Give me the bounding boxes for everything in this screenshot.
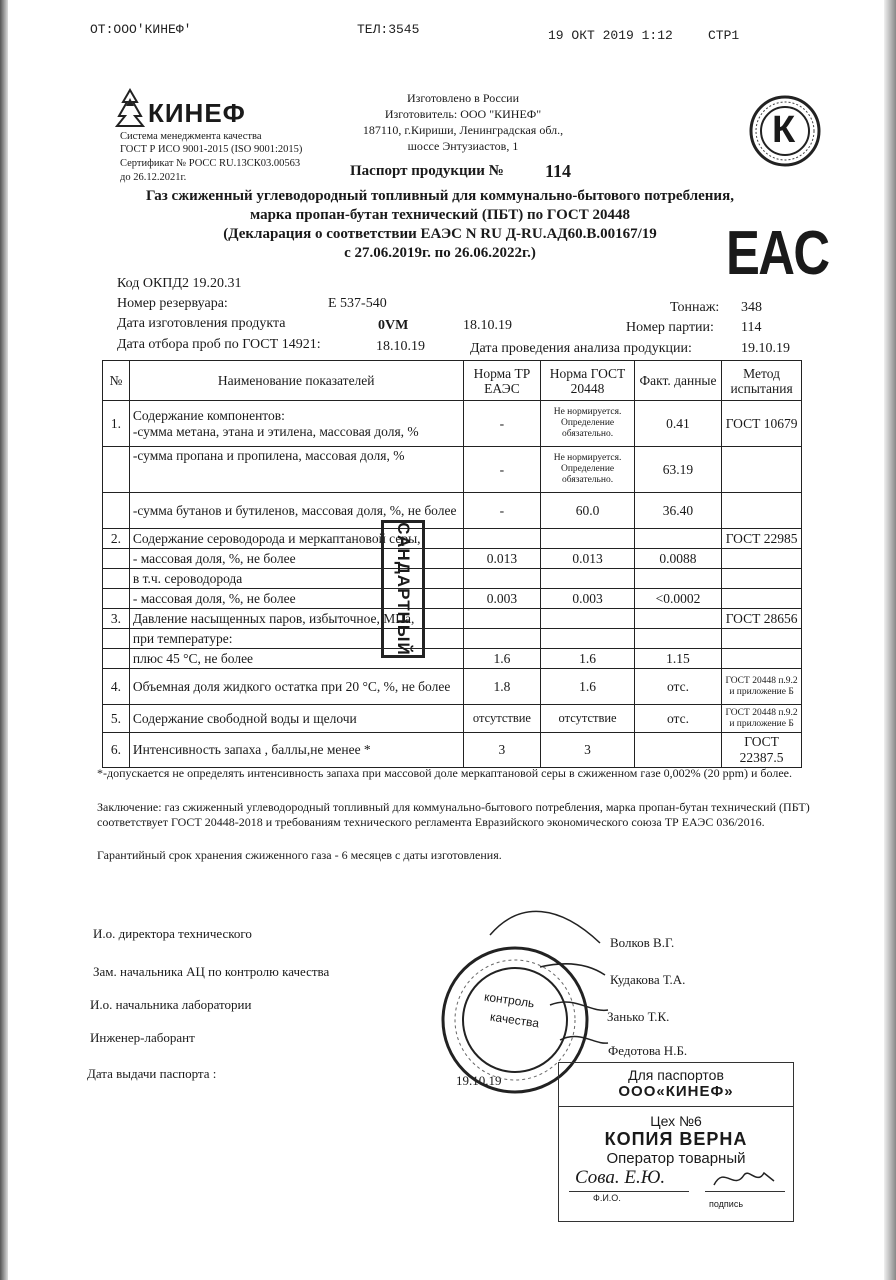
row-name: -сумма бутанов и бутиленов, массовая доля, %, не более: [129, 493, 463, 529]
row-actual: [634, 733, 721, 768]
issue-date-label: Дата выдачи паспорта :: [87, 1066, 217, 1081]
table-header-row: [103, 361, 802, 401]
row-norm-gost: отсутствие: [541, 705, 634, 733]
fax-page: СТР1: [708, 28, 740, 43]
row-actual: [634, 609, 721, 629]
row-norm-gost: [541, 529, 634, 549]
row-method: [722, 589, 802, 609]
qms-line-3: Сертификат № РОСС RU.13СК03.00563: [120, 158, 301, 169]
row-name: - массовая доля, %, не более: [129, 589, 463, 609]
signature-role-2: Зам. начальника АЦ по контролю качества: [93, 964, 330, 979]
table-row: [103, 733, 802, 768]
title-line-3: (Декларация о соответствии ЕАЭС N RU Д-RU.АД60.В.00167/19: [223, 226, 657, 242]
quality-table: [102, 360, 802, 768]
copy-stamp-handwritten-name: Сова. Е.Ю.: [575, 1167, 666, 1188]
qms-line-4: до 26.12.2021г.: [120, 172, 187, 183]
table-row: [103, 447, 802, 493]
row-number: 1.: [103, 401, 130, 447]
row-name: - массовая доля, %, не более: [129, 549, 463, 569]
signature-role-4: Инженер-лаборант: [90, 1030, 195, 1045]
standard-vertical-stamp: [381, 520, 425, 658]
tonnage-label: Тоннаж:: [670, 300, 720, 315]
row-number: 4.: [103, 669, 130, 705]
row-number: [103, 549, 130, 569]
row-method: ГОСТ 28656: [722, 609, 802, 629]
sampling-date-label: Дата отбора проб по ГОСТ 14921:: [117, 337, 321, 352]
row-method: ГОСТ 22985: [722, 529, 802, 549]
footnote: *-допускается не определять интенсивность запаха при массовой доле меркаптановой серы в сжиженном газе 0,002% (20 ppm) и более.: [97, 766, 793, 780]
row-method: ГОСТ 22387.5: [722, 733, 802, 768]
row-number: [103, 589, 130, 609]
row-actual: 0.41: [634, 401, 721, 447]
signature-name-4: Федотова Н.Б.: [608, 1043, 688, 1058]
row-norm-eaes: -: [463, 447, 541, 493]
row-actual: <0.0002: [634, 589, 721, 609]
copy-stamp-line-3: Цех №6: [650, 1113, 702, 1129]
row-norm-gost: 0.013: [541, 549, 634, 569]
copy-stamp-sign-label: подпись: [709, 1199, 744, 1209]
row-name: Объемная доля жидкого остатка при 20 °С, %, не более: [129, 669, 463, 705]
table-row: [103, 649, 802, 669]
row-norm-eaes: 1.8: [463, 669, 541, 705]
row-actual: [634, 529, 721, 549]
row-norm-eaes: [463, 569, 541, 589]
row-norm-eaes: [463, 529, 541, 549]
row-name: Содержание свободной воды и щелочи: [129, 705, 463, 733]
signature-name-3: Занько Т.К.: [607, 1009, 670, 1024]
row-norm-eaes: 0.013: [463, 549, 541, 569]
row-actual: 36.40: [634, 493, 721, 529]
copy-stamp-fio-label: Ф.И.О.: [593, 1193, 621, 1203]
signature-role-3: И.о. начальника лаборатории: [90, 997, 252, 1012]
row-norm-eaes: 3: [463, 733, 541, 768]
signature-role-1: И.о. директора технического: [93, 926, 252, 941]
row-norm-eaes: -: [463, 401, 541, 447]
eac-mark: EAC: [726, 219, 829, 288]
header-method: Метод испытания: [722, 361, 802, 401]
warranty: Гарантийный срок хранения сжиженного газа - 6 месяцев с даты изготовления.: [97, 848, 502, 862]
row-name: плюс 45 °С, не более: [129, 649, 463, 669]
header-norm-eaes: Норма ТР ЕАЭС: [463, 361, 541, 401]
scan-left-edge: [0, 0, 8, 1280]
signature-name-1: Волков В.Г.: [610, 935, 675, 950]
copy-stamp-line-1: Для паспортов: [628, 1067, 724, 1083]
row-number: [103, 447, 130, 493]
row-actual: 63.19: [634, 447, 721, 493]
manufacturer-block: [348, 90, 578, 154]
row-norm-gost: Не нормируется. Определение обязательно.: [541, 447, 634, 493]
signature-name-2: Кудакова Т.А.: [610, 972, 686, 987]
row-method: [722, 493, 802, 529]
kinef-logo-text: КИНЕФ: [148, 98, 246, 128]
row-name: [129, 401, 463, 447]
kinef-logo: [115, 88, 145, 133]
copy-stamp-line-2: ООО«КИНЕФ»: [618, 1083, 734, 1100]
table-row: [103, 569, 802, 589]
row-norm-gost: [541, 629, 634, 649]
row-norm-gost: 60.0: [541, 493, 634, 529]
row-norm-eaes: 0.003: [463, 589, 541, 609]
row-method: ГОСТ 10679: [722, 401, 802, 447]
row-actual: [634, 629, 721, 649]
okpd-code: Код ОКПД2 19.20.31: [117, 276, 242, 291]
row-name: Содержание сероводорода и меркаптановой серы,: [129, 529, 463, 549]
scan-right-edge: [884, 0, 896, 1280]
analysis-date-value: 19.10.19: [741, 341, 790, 356]
row-norm-eaes: [463, 629, 541, 649]
row-name-b: -сумма метана, этана и этилена, массовая доля, %: [132, 423, 419, 439]
title-line-2: марка пропан-бутан технический (ПБТ) по ГОСТ 20448: [249, 207, 631, 223]
tonnage-value: 348: [741, 300, 762, 315]
address-line-1: 187110, г.Кириши, Ленинградская обл.,: [362, 123, 564, 137]
row-norm-eaes: -: [463, 493, 541, 529]
batch-value: 114: [741, 320, 762, 335]
title-line-4: с 27.06.2019г. по 26.06.2022г.): [344, 245, 536, 261]
round-stamp-line-2: качества: [489, 1009, 541, 1031]
fax-phone: ТЕЛ:3545: [357, 22, 420, 37]
row-norm-gost: 0.003: [541, 589, 634, 609]
table-row: [103, 609, 802, 629]
copy-stamp-line-5: Оператор товарный: [606, 1150, 746, 1167]
fax-datetime: 19 ОКТ 2019 1:12: [548, 28, 673, 43]
row-name: в т.ч. сероводорода: [129, 569, 463, 589]
table-row: [103, 629, 802, 649]
row-actual: [634, 569, 721, 589]
kinef-logo-flame-icon: [115, 88, 145, 128]
table-row: [103, 669, 802, 705]
row-norm-gost: 1.6: [541, 649, 634, 669]
header-actual: Факт. данные: [634, 361, 721, 401]
header-num: №: [103, 361, 130, 401]
row-norm-gost: 1.6: [541, 669, 634, 705]
row-norm-gost: 3: [541, 733, 634, 768]
copy-stamp-line-4: КОПИЯ ВЕРНА: [604, 1129, 748, 1149]
sampling-date-value: 18.10.19: [376, 339, 425, 354]
table-row: [103, 589, 802, 609]
row-name: Давление насыщенных паров, избыточное, МПа,: [129, 609, 463, 629]
title-line-1: Газ сжиженный углеводородный топливный для коммунально-бытового потребления,: [146, 188, 734, 204]
production-date-value: 18.10.19: [463, 318, 512, 333]
row-actual: 1.15: [634, 649, 721, 669]
row-name-a: Содержание компонентов:: [132, 407, 285, 423]
row-actual: отс.: [634, 669, 721, 705]
table-row: [103, 549, 802, 569]
row-method: ГОСТ 20448 п.9.2 и приложение Б: [722, 669, 802, 705]
row-number: 2.: [103, 529, 130, 549]
production-date-label: Дата изготовления продукта: [117, 316, 286, 331]
row-number: 6.: [103, 733, 130, 768]
table-row: [103, 401, 802, 447]
batch-label: Номер партии:: [626, 320, 714, 335]
row-actual: 0.0088: [634, 549, 721, 569]
row-norm-gost: [541, 569, 634, 589]
fax-from: ОТ:ООО'КИНЕФ': [90, 22, 192, 37]
row-norm-eaes: [463, 609, 541, 629]
certification-mark: [748, 94, 822, 173]
certification-mark-letter: К: [772, 109, 796, 151]
header-norm-gost: Норма ГОСТ 20448: [541, 361, 634, 401]
row-method: [722, 549, 802, 569]
qms-line-1: Система менеджмента качества: [120, 131, 262, 142]
tank-value: Е 537-540: [328, 296, 387, 311]
production-date-code: 0VM: [378, 318, 409, 333]
row-name: Интенсивность запаха , баллы,не менее *: [129, 733, 463, 768]
manufacturer: Изготовитель: ООО "КИНЕФ": [384, 107, 542, 121]
header-name: Наименование показателей: [129, 361, 463, 401]
copy-verified-stamp: [558, 1062, 794, 1222]
round-stamp-line-1: контроль: [483, 989, 536, 1011]
row-method: [722, 649, 802, 669]
row-norm-eaes: 1.6: [463, 649, 541, 669]
row-method: [722, 447, 802, 493]
table-row: [103, 493, 802, 529]
row-name: -сумма пропана и пропилена, массовая доля, %: [129, 447, 463, 493]
row-method: [722, 569, 802, 589]
tank-label: Номер резервуара:: [117, 296, 228, 311]
row-number: 3.: [103, 609, 130, 629]
row-actual: отс.: [634, 705, 721, 733]
row-name: при температуре:: [129, 629, 463, 649]
made-in: Изготовлено в России: [406, 91, 520, 105]
product-title: [110, 187, 770, 263]
row-number: 5.: [103, 705, 130, 733]
address-line-2: шоссе Энтузиастов, 1: [407, 139, 519, 153]
issue-date-value: 19.10.19: [456, 1073, 502, 1088]
row-norm-gost: [541, 609, 634, 629]
analysis-date-label: Дата проведения анализа продукции:: [470, 341, 692, 356]
row-number: [103, 629, 130, 649]
row-number: [103, 649, 130, 669]
row-number: [103, 569, 130, 589]
table-row: [103, 529, 802, 549]
copy-stamp-signature-icon: [709, 1163, 779, 1193]
conclusion: Заключение: газ сжиженный углеводородный топливный для коммунально-бытового потребления, марка пропан-бутан технический (ПБТ) соответствует ГОСТ 20448-2018 и требованиям технического регламента Евразийского экономического союза ТР ЕАЭС 036/2016.: [97, 800, 810, 829]
standard-stamp-text: САНДАРТНЫЙ: [394, 522, 413, 656]
row-number: [103, 493, 130, 529]
table-row: [103, 705, 802, 733]
row-norm-eaes: отсутствие: [463, 705, 541, 733]
row-norm-gost: Не нормируется. Определение обязательно.: [541, 401, 634, 447]
passport-number: 114: [545, 161, 572, 181]
row-method: [722, 629, 802, 649]
qms-line-2: ГОСТ Р ИСО 9001-2015 (ISO 9001:2015): [120, 144, 303, 155]
row-method: ГОСТ 20448 п.9.2 и приложение Б: [722, 705, 802, 733]
passport-label: Паспорт продукции №: [350, 163, 504, 179]
